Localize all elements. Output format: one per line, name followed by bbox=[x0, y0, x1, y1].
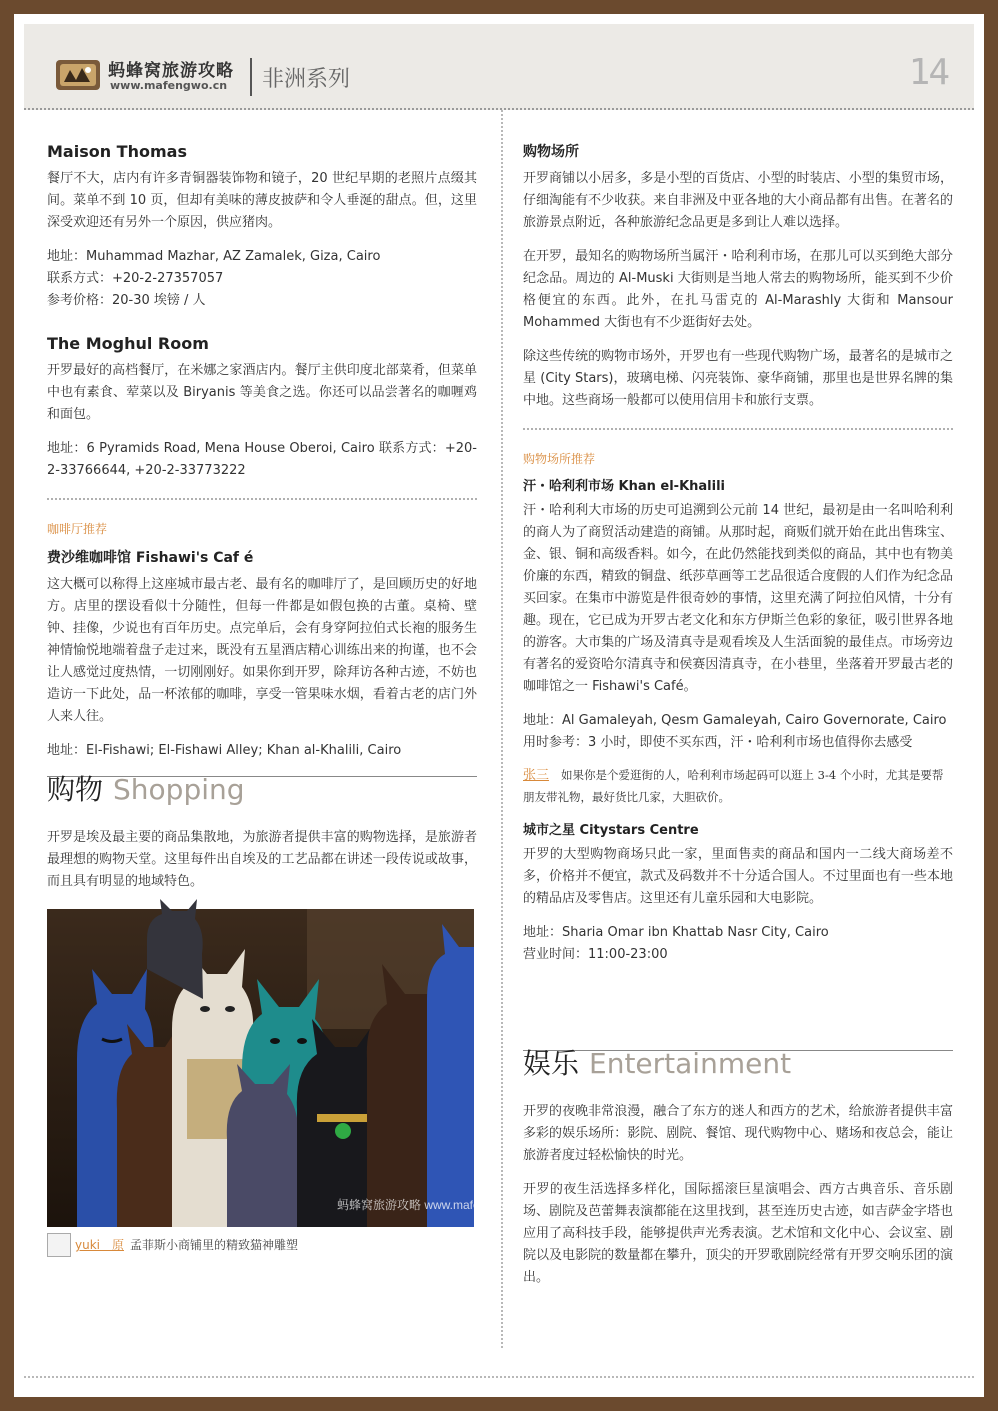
category-label: 咖啡厅推荐 bbox=[47, 522, 108, 536]
shopping-paragraph: 在开罗，最知名的购物场所当属汗・哈利利市场，在那儿可以买到绝大部分纪念品。周边的 Al-Muski 大街则是当地人常去的购物场所，能买到不少价格便宜的东西。此外，在扎马雷克的 Al-Marashly 大街和 Mansour Mohammed 大街也有不少逛街好去处。 bbox=[523, 249, 953, 330]
tip-text: 如果你是个爱逛街的人，哈利利市场起码可以逛上 3-4 个小时，尤其是要帮朋友带礼物，最好货比几家，大胆砍价。 bbox=[523, 768, 944, 804]
shopping-intro: 开罗是埃及最主要的商品集散地，为旅游者提供丰富的购物选择，是旅游者最理想的购物天堂。这里每件出自埃及的工艺品都在讲述一段传说或故事，而且具有明显的地域特色。 bbox=[47, 830, 477, 889]
section-divider bbox=[523, 428, 953, 430]
cat-figure bbox=[427, 924, 474, 1227]
right-column bbox=[523, 140, 953, 1301]
section-title-en: Entertainment bbox=[589, 1047, 792, 1080]
mall-citystars bbox=[523, 820, 953, 966]
mafengwo-logo-icon bbox=[54, 58, 102, 92]
mall-title: 城市之星 Citystars Centre bbox=[523, 823, 699, 838]
restaurant-title: The Moghul Room bbox=[47, 334, 209, 353]
entertainment-paragraph: 开罗的夜生活选择多样化，国际摇滚巨星演唱会、西方古典音乐、音乐剧场、剧院及芭蕾舞表演都能在这里找到，甚至连历史古迹，如吉萨金字塔也应用了高科技手段，能够提供声光秀表演。艺术馆和文化中心、会议室、剧院以及电影院的数量都在攀升，顶尖的开罗歌剧院经常有开罗交响乐团的演出。 bbox=[523, 1182, 953, 1285]
caption-user-link[interactable]: yuki＿原 bbox=[75, 1238, 124, 1252]
restaurant-address: 地址：Muhammad Mazhar, AZ Zamalek, Giza, Cairo bbox=[47, 249, 381, 264]
cafe-title: 费沙维咖啡馆 Fishawi's Caf é bbox=[47, 550, 254, 566]
mall-address: 地址：Sharia Omar ibn Khattab Nasr City, Cairo bbox=[523, 925, 829, 940]
brand-name: 蚂蜂窝旅游攻略 bbox=[108, 61, 234, 81]
section-divider bbox=[47, 498, 477, 500]
market-time: 用时参考：3 小时，即使不买东西，汗・哈利利市场也值得你去感受 bbox=[523, 735, 913, 750]
tip-user-link[interactable]: 张三 bbox=[523, 767, 550, 782]
restaurant-price: 参考价格：20-30 埃镑 / 人 bbox=[47, 293, 206, 308]
section-title-cn: 购物 bbox=[47, 773, 104, 806]
section-title-cn: 娱乐 bbox=[523, 1047, 580, 1080]
user-tip bbox=[523, 764, 953, 808]
left-column bbox=[47, 140, 525, 1257]
market-title: 汗・哈利利市场 Khan el-Khalili bbox=[523, 479, 726, 494]
section-title-en: Shopping bbox=[113, 773, 245, 806]
footer-divider bbox=[24, 1376, 974, 1378]
series-title: 非洲系列 bbox=[262, 67, 351, 92]
shopping-paragraph: 除这些传统的购物市场外，开罗也有一些现代购物广场，最著名的是城市之星 (City Stars)，玻璃电梯、闪亮装饰、豪华商铺，那里也是世界名牌的集中地。这些商场一般都可以使用信用卡和旅行支票。 bbox=[523, 349, 953, 408]
cafe-description: 这大概可以称得上这座城市最古老、最有名的咖啡厅了，是回顾历史的好地方。店里的摆设看似十分随性，但每一件都是如假包换的古董。桌椅、壁钟、挂像，少说也有百年历史。点完单后，会有身穿阿拉伯式长袍的服务生神情愉悦地端着盘子走过来，既没有五星酒店精心训练出来的拘谨，也不会让人感觉过度热情，一切刚刚好。如果你到开罗，除拜访各种古迹，不妨也造访一下此处，品一杯浓郁的咖啡，享受一管果味水烟，看着古老的店门外人来人往。 bbox=[47, 577, 477, 724]
restaurant-description: 餐厅不大，店内有许多青铜器装饰物和镜子，20 世纪早期的老照片点缀其间。菜单不到 10 页，但却有美味的薄皮披萨和令人垂涎的甜点。但，这里深受欢迎还有另外一个原因，供应猪肉。 bbox=[47, 171, 477, 230]
avatar[interactable] bbox=[47, 1233, 71, 1257]
photo-caption bbox=[47, 1233, 477, 1257]
page-number: 14 bbox=[908, 52, 948, 93]
mall-description: 开罗的大型购物商场只此一家，里面售卖的商品和国内一二线大商场差不多，价格并不便宜，款式及码数并不十分适合国人。不过里面也有一些本地的精品店及零售店。这里还有儿童乐园和大电影院。 bbox=[523, 847, 953, 906]
photo-watermark: 蚂蜂窝旅游攻略 www.mafengwo.cn bbox=[337, 1198, 525, 1212]
category-label: 购物场所推荐 bbox=[523, 452, 596, 466]
cafe-fishawi bbox=[47, 546, 477, 762]
entertainment-paragraph: 开罗的夜晚非常浪漫，融合了东方的迷人和西方的艺术，给旅游者提供丰富多彩的娱乐场所：影院、剧院、餐馆、现代购物中心、赌场和夜总会，能让旅游者度过轻松愉快的时光。 bbox=[523, 1104, 953, 1163]
brand-url[interactable]: www.mafengwo.cn bbox=[110, 79, 228, 92]
restaurant-address: 地址：6 Pyramids Road, Mena House Oberoi, Cairo 联系方式：+20-2-33766644, +20-2-33773222 bbox=[47, 441, 477, 478]
entertainment-section-heading bbox=[523, 1047, 953, 1093]
restaurant-description: 开罗最好的高档餐厅，在米娜之家酒店内。餐厅主供印度北部菜肴，但菜单中也有素食、荤菜以及 Biryanis 等美食之选。你还可以品尝著名的咖喱鸡和面包。 bbox=[47, 363, 477, 422]
cat-statues-photo bbox=[47, 909, 525, 1227]
header-separator bbox=[250, 58, 252, 96]
market-khan-el-khalili bbox=[523, 476, 953, 754]
shopping-paragraph: 开罗商铺以小居多，多是小型的百货店、小型的时装店、小型的集贸市场，仔细淘能有不少收获。来自非洲及中亚各地的大小商品都有出售。在著名的旅游景点附近，各种旅游纪念品更是多到让人难以选择。 bbox=[523, 171, 953, 230]
restaurant-moghul-room bbox=[47, 332, 477, 482]
restaurant-maison-thomas bbox=[47, 140, 477, 312]
mall-hours: 营业时间：11:00-23:00 bbox=[523, 947, 668, 962]
market-description: 汗・哈利利大市场的历史可追溯到公元前 14 世纪，最初是由一名叫哈利利的商人为了商贸活动建造的商铺。从那时起，商贩们就开始在此出售珠宝、金、银、铜和高级香料。如今，在此仍然能找到类似的商品，其中也有物美价廉的东西，精致的铜盘、纸莎草画等工艺品很适合度假的人们作为纪念品买回家。在集市中游览是件很奇妙的事情，这里充满了阿拉伯风情，十分有趣。现在，它已成为开罗古老文化和东方伊斯兰色彩的象征，吸引世界各地的游客。大市集的广场及清真寺是观看埃及人生活面貌的最佳点。市场旁边有著名的爱资哈尔清真寺和侯赛因清真寺，在小巷里，坐落着开罗最古老的咖啡馆之一 Fishawi's Café。 bbox=[523, 503, 953, 694]
column-divider bbox=[501, 110, 503, 1348]
shopping-section-heading bbox=[47, 773, 477, 819]
cafe-address: 地址：El-Fishawi; El-Fishawi Alley; Khan al-Khalili, Cairo bbox=[47, 743, 402, 758]
page-header bbox=[24, 24, 974, 110]
page bbox=[14, 14, 984, 1397]
shopping-places-title: 购物场所 bbox=[523, 144, 579, 160]
market-address: 地址：Al Gamaleyah, Qesm Gamaleyah, Cairo Governorate, Cairo bbox=[523, 713, 947, 728]
cat-statues-illustration bbox=[47, 909, 525, 1227]
caption-text: 孟菲斯小商铺里的精致猫神雕塑 bbox=[130, 1238, 299, 1252]
restaurant-contact: 联系方式：+20-2-27357057 bbox=[47, 271, 224, 286]
restaurant-title: Maison Thomas bbox=[47, 142, 187, 161]
